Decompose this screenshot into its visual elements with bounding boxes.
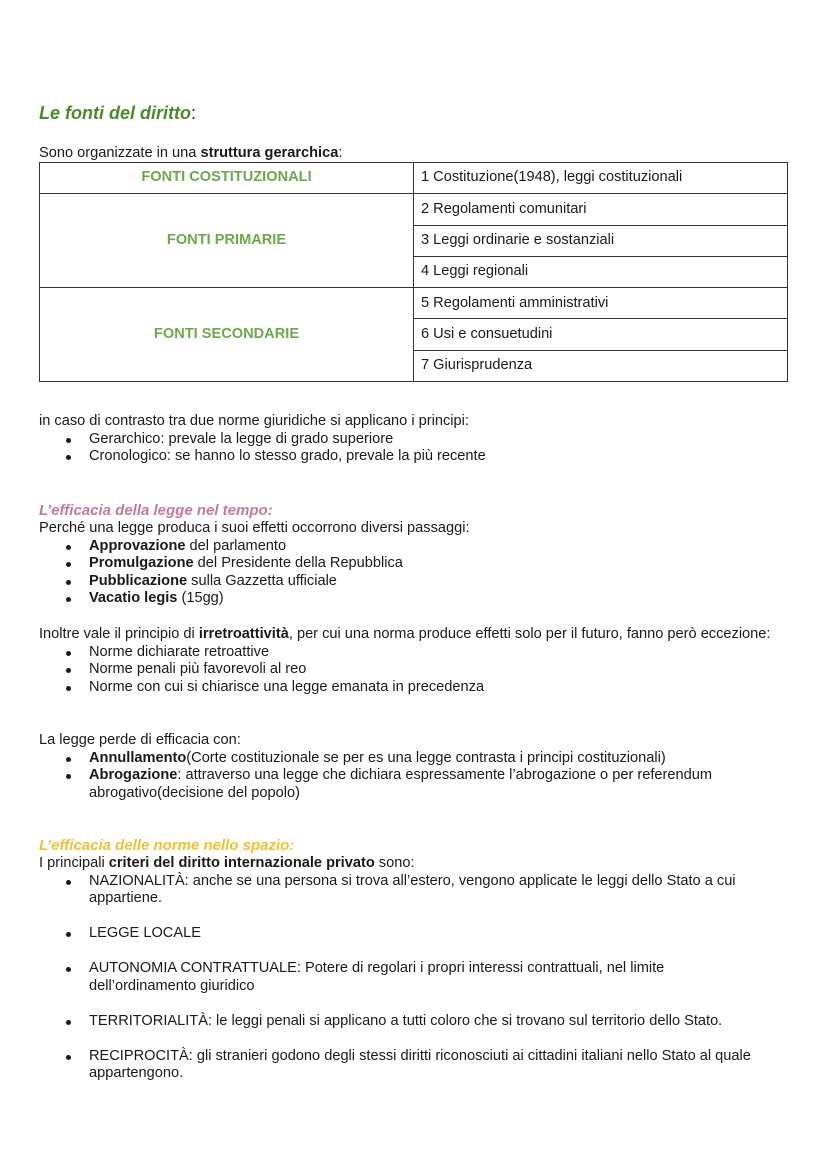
list-item: NAZIONALITÀ: anche se una persona si trova all’estero, vengono applicate le leggi dello Stato a cui appartiene. (39, 873, 779, 908)
item-cell: 7 Giurisprudenza (414, 350, 788, 381)
contrasto-text: in caso di contrasto tra due norme giuridiche si applicano i principi: (39, 413, 469, 429)
intro-text: Sono organizzate in una struttura gerarchica: (39, 145, 343, 161)
category-cell: FONTI COSTITUZIONALI (40, 163, 414, 194)
list-item: RECIPROCITÀ: gli stranieri godono degli stessi diritti riconosciuti ai cittadini italiani nello Stato al quale appartengono. (39, 1048, 779, 1083)
item-cell: 3 Leggi ordinarie e sostanziali (414, 225, 788, 256)
section-title-fonti: Le fonti del diritto: (39, 103, 196, 123)
perdita-efficacia-block (39, 732, 789, 802)
eccezioni-list (39, 644, 789, 697)
list-item: Promulgazione del Presidente della Repubblica (39, 555, 789, 573)
item-cell: 1 Costituzione(1948), leggi costituzionali (414, 163, 788, 194)
irretroattivita-block (39, 626, 789, 696)
category-cell: FONTI SECONDARIE (40, 288, 414, 382)
section-title-spazio: L’efficacia delle norme nello spazio: (39, 837, 295, 854)
irretroattivita-text: Inoltre vale il principio di irretroattività, per cui una norma produce effetti solo per il futuro, fanno però eccezione: (39, 626, 771, 642)
list-item: AUTONOMIA CONTRATTUALE: Potere di regolari i propri interessi contrattuali, nel limite dell’ordinamento giuridico (39, 960, 779, 995)
list-item: Approvazione del parlamento (39, 538, 789, 556)
perdita-list (39, 750, 789, 803)
list-item: Cronologico: se hanno lo stesso grado, prevale la più recente (39, 448, 789, 466)
list-item: Norme con cui si chiarisce una legge emanata in precedenza (39, 679, 789, 697)
list-item: Norme dichiarate retroattive (39, 644, 789, 662)
table-row (40, 288, 788, 319)
criteri-list (39, 873, 789, 1083)
item-cell: 4 Leggi regionali (414, 256, 788, 287)
item-cell: 2 Regolamenti comunitari (414, 194, 788, 225)
tempo-steps-list (39, 538, 789, 608)
list-item: TERRITORIALITÀ: le leggi penali si applicano a tutti coloro che si trovano sul territorio dello Stato. (39, 1013, 779, 1031)
tempo-section (39, 502, 789, 608)
item-cell: 5 Regolamenti amministrativi (414, 288, 788, 319)
table-row (40, 194, 788, 225)
list-item: Pubblicazione sulla Gazzetta ufficiale (39, 573, 789, 591)
list-item: Abrogazione: attraverso una legge che dichiara espressamente l’abrogazione o per referendum abrogativo(decisione del popolo) (39, 767, 789, 802)
list-item: Annullamento(Corte costituzionale se per es una legge contrasta i principi costituzionali) (39, 750, 789, 768)
perdita-text: La legge perde di efficacia con: (39, 732, 241, 748)
list-item: LEGGE LOCALE (39, 925, 779, 943)
list-item: Vacatio legis (15gg) (39, 590, 789, 608)
contrasto-list (39, 431, 789, 466)
item-cell: 6 Usi e consuetudini (414, 319, 788, 350)
category-cell: FONTI PRIMARIE (40, 194, 414, 288)
tempo-text: Perché una legge produca i suoi effetti occorrono diversi passaggi: (39, 520, 470, 536)
section-title-tempo: L’efficacia della legge nel tempo: (39, 502, 273, 519)
contrasto-block (39, 413, 789, 466)
table-row (40, 163, 788, 194)
fonti-table (39, 162, 788, 382)
spazio-text: I principali criteri del diritto internazionale privato sono: (39, 855, 415, 871)
spazio-section (39, 837, 789, 1100)
list-item: Norme penali più favorevoli al reo (39, 661, 789, 679)
list-item: Gerarchico: prevale la legge di grado superiore (39, 431, 789, 449)
